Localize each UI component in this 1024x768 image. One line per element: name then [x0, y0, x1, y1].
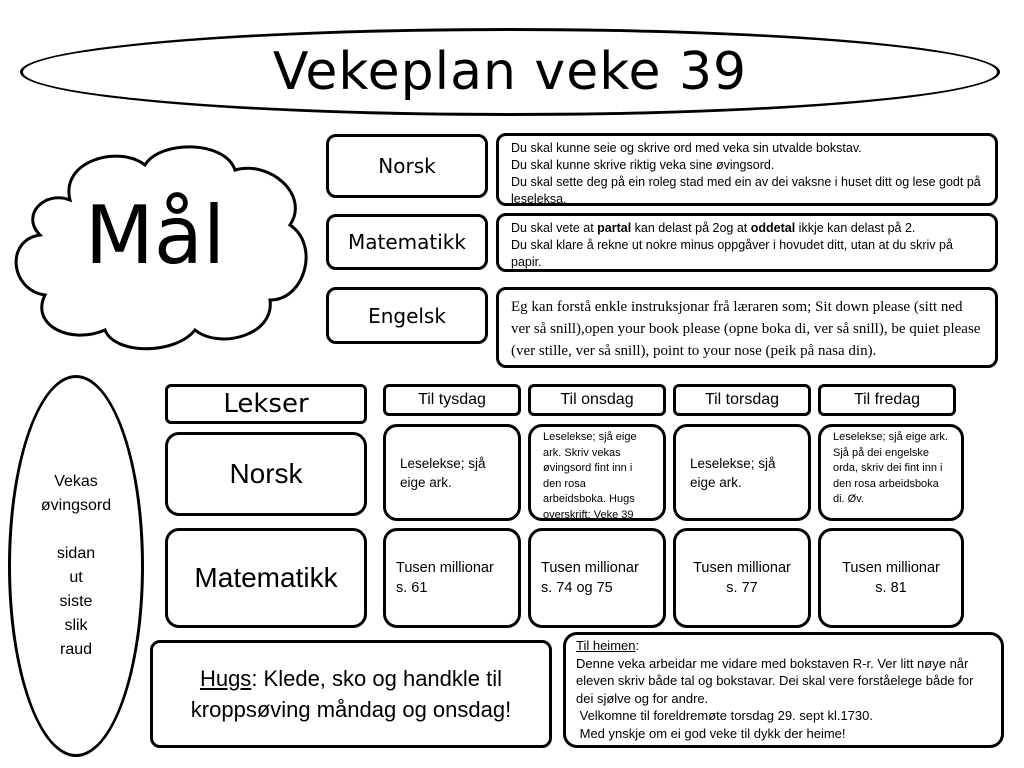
homework-math-line: Tusen millionar [842, 560, 940, 576]
reminder-label: Hugs [199, 666, 252, 691]
homework-cell: Leselekse; sjå eige ark. [673, 424, 811, 521]
goal-text-norsk [496, 133, 998, 206]
goal-line: Du skal kunne skrive riktig veka sine øvingsord. [511, 158, 775, 172]
goal-subject-matematikk: Matematikk [326, 214, 488, 270]
goals-heading: Mål [84, 188, 226, 282]
home-message-text: Denne veka arbeidar me vidare med bokstaven R-r. Ver litt nøye når eleven skriv både tal og bokstavar. Dei skal vere forståelege både for dei sjølve og for andre. [576, 655, 974, 706]
weekly-words [8, 375, 144, 757]
day-header: Til torsdag [673, 384, 811, 416]
home-message-label: Til heimen [576, 638, 636, 653]
homework-math-line: s. 74 og 75 [541, 580, 613, 596]
homework-math-line: Tusen millionar [693, 560, 791, 576]
homework-math-line: Tusen millionar [396, 560, 494, 576]
weekly-word: raud [59, 641, 93, 658]
goal-subject-norsk: Norsk [326, 134, 488, 198]
day-header: Til fredag [818, 384, 956, 416]
reminder-box [150, 640, 552, 748]
homework-cell [383, 528, 521, 628]
home-message-text: Med ynskje om ei god veke til dykk der heime! [576, 725, 846, 741]
goal-line: Du skal vete at partal kan delast på 2og at oddetal ikkje kan delast på 2. [511, 221, 916, 235]
page-title: Vekeplan veke 39 [20, 28, 1000, 116]
reminder-text: : Klede, sko og handkle til kroppsøving måndag og onsdag! [190, 666, 512, 722]
homework-cell: Leselekse; sjå eige ark. [383, 424, 521, 521]
homework-math-line: s. 61 [396, 580, 428, 596]
goal-subject-engelsk: Engelsk [326, 287, 488, 344]
homework-math-line: s. 77 [726, 580, 758, 596]
day-header: Til onsdag [528, 384, 666, 416]
homework-subject-matematikk: Matematikk [165, 528, 367, 628]
goal-line: Du skal klare å rekne ut nokre minus oppgåver i hovudet ditt, utan at du skriv på papir. [511, 238, 953, 269]
weekly-word: ut [69, 569, 83, 586]
homework-cell: Leselekse; sjå eige ark. Sjå på dei engelske orda, skriv dei fint inn i den rosa arbeidsboka di. Øv. [818, 424, 964, 521]
homework-cell [673, 528, 811, 628]
goal-line: Du skal sette deg på ein roleg stad med ein av dei vaksne i huset ditt og lese godt på leseleksa. [511, 175, 981, 206]
weekly-words-heading: øvingsord [40, 497, 112, 514]
goal-text-engelsk: Eg kan forstå enkle instruksjonar frå læraren som; Sit down please (sitt ned ver så snill),open your book please (opne boka di, ver så snill), be quiet please (ver stille, ver så snill), point to your nose (peik på nasa din). [496, 287, 998, 368]
weekly-word: slik [64, 617, 88, 634]
home-message-box: Til heimen: Denne veka arbeidar me vidare med bokstaven R-r. Ver litt nøye når eleven skriv både tal og bokstavar. Dei skal vere forståelege både for dei sjølve og for andre. Velkomne til foreldremøte torsdag 29. sept kl.1730. Med ynskje om ei god veke til dykk der heime! [563, 632, 1004, 748]
weekly-word: siste [59, 593, 93, 610]
homework-math-line: s. 81 [875, 580, 907, 596]
homework-heading: Lekser [165, 384, 367, 424]
goal-text-matematikk [496, 213, 998, 272]
home-message-text: Velkomne til foreldremøte torsdag 29. sept kl.1730. [576, 708, 873, 723]
homework-math-line: Tusen millionar [541, 560, 639, 576]
goal-line: Du skal kunne seie og skrive ord med veka sin utvalde bokstav. [511, 141, 862, 155]
homework-cell [528, 528, 666, 628]
day-header: Til tysdag [383, 384, 521, 416]
homework-cell: Leselekse; sjå eige ark. Skriv vekas øvingsord fint inn i den rosa arbeidsboka. Hugs overskrift: Veke 39 [528, 424, 666, 521]
homework-subject-norsk: Norsk [165, 432, 367, 516]
weekly-word: sidan [56, 545, 96, 562]
weekly-words-heading: Vekas [54, 473, 98, 490]
homework-cell [818, 528, 964, 628]
